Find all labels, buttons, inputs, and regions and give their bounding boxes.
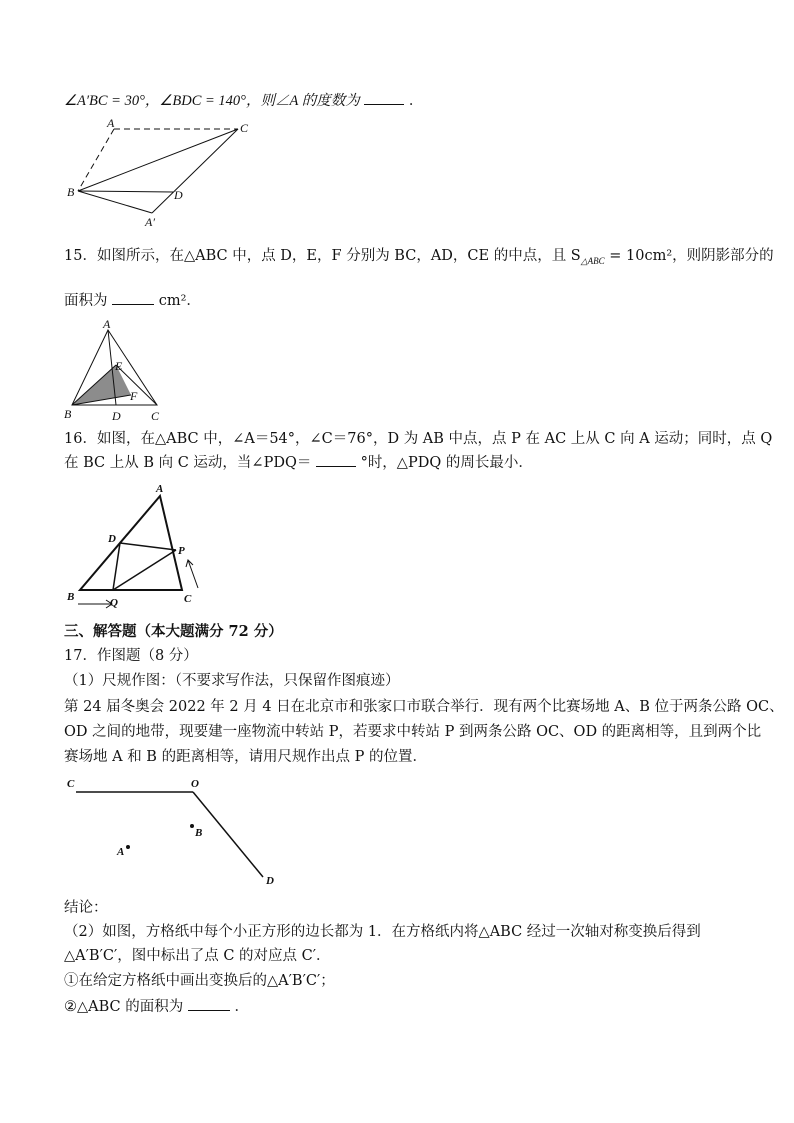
q16-segment-QP <box>113 550 176 590</box>
q15-figure <box>60 318 180 428</box>
q14-label-D: D <box>174 188 183 202</box>
q14-figure <box>60 118 260 233</box>
q16-figure <box>60 478 220 613</box>
q15-answer-blank[interactable] <box>112 290 154 305</box>
q15-label-A: A <box>103 317 111 331</box>
q17-title: 17．作图题（8 分） <box>64 648 198 664</box>
q14-label-A: A <box>107 116 115 130</box>
q17-part2-line1: （2）如图，方格纸中每个小正方形的边长都为 1．在方格纸内将△ABC 经过一次轴对称变换后得到 <box>64 924 701 940</box>
q14-segment-BD <box>78 191 173 192</box>
q14-label-A1: A′ <box>145 215 155 229</box>
q14-label-B: B <box>67 185 75 199</box>
section3-heading: 三、解答题（本大题满分 72 分） <box>64 623 283 640</box>
q15-label-B: B <box>64 407 72 421</box>
q17-part1-line2: OD 之间的地带，现要建一座物流中转站 P，若要求中转站 P 到两条公路 OC、OD 的距离相等，且到两个比 <box>64 724 762 740</box>
q14-segment-BC <box>78 129 238 191</box>
q15-label-D: D <box>112 409 121 423</box>
q17-conclusion-label: 结论： <box>64 900 108 916</box>
q16-label-A: A <box>156 483 164 495</box>
q17-label-D: D <box>266 875 274 887</box>
q14-text <box>64 90 423 112</box>
q17-area-label: ②△ABC 的面积为 <box>64 999 184 1015</box>
q17-part2-item1: ①在给定方格纸中画出变换后的△A′B′C′； <box>64 973 335 989</box>
q17-road-OD <box>193 792 263 877</box>
q16-text-b: °时，△PDQ 的周长最小． <box>360 455 533 471</box>
q17-point-B <box>190 824 194 828</box>
q16-label-D: D <box>108 533 116 545</box>
q16-label-C: C <box>184 593 192 605</box>
q17-label-C: C <box>67 778 75 790</box>
q17-part1-line3: 赛场地 A 和 B 的距离相等，请用尺规作出点 P 的位置． <box>64 749 428 765</box>
q16-line1: 16．如图，在△ABC 中，∠A＝54°，∠C＝76°，D 为 AB 中点，点 P 在 AC 上从 C 向 A 运动；同时，点 Q <box>64 431 773 447</box>
q17-part1-title: （1）尺规作图：（不要求写作法，只保留作图痕迹） <box>64 673 400 689</box>
q17-part2-line2: △A′B′C′，图中标出了点 C 的对应点 C′． <box>64 948 331 964</box>
q17-label-O: O <box>191 778 199 790</box>
q15-subscript: △ABC <box>580 255 605 266</box>
q16-label-P: P <box>178 545 185 557</box>
q14-segment-BA1 <box>78 191 152 213</box>
q17-part1-line1: 第 24 届冬奥会 2022 年 2 月 4 日在北京市和张家口市联合举行．现有两个比赛场地 A、B 位于两条公路 OC、 <box>64 699 784 715</box>
q14-segment-AB <box>78 129 114 191</box>
q15-area-label: 面积为 <box>64 293 108 309</box>
q16-answer-blank[interactable] <box>316 452 356 467</box>
q17-part2-item2 <box>64 996 249 1018</box>
q14-period: ． <box>408 93 424 109</box>
q17-figure <box>60 770 290 895</box>
q16-triangle-ABC <box>80 496 182 590</box>
q14-condition: ∠A′BC = 30°，∠BDC = 140°，则∠A 的度数为 <box>64 93 360 109</box>
q15-text-b: = 10cm²，则阴影部分的 <box>604 248 774 264</box>
q14-answer-blank[interactable] <box>364 90 404 105</box>
q14-segment-A1C <box>152 129 238 213</box>
q17-answer-blank[interactable] <box>188 996 230 1011</box>
q16-label-B: B <box>67 591 75 603</box>
q15-line2 <box>64 290 201 312</box>
q15-text-a: 15．如图所示，在△ABC 中，点 D，E，F 分别为 BC，AD，CE 的中点，且 S <box>64 248 581 264</box>
q16-line2 <box>64 452 533 474</box>
q15-line1 <box>64 245 774 272</box>
q15-label-E: E <box>115 359 123 373</box>
q16-label-Q: Q <box>110 597 118 609</box>
q15-unit: cm²． <box>158 293 201 309</box>
q17-label-A: A <box>117 846 125 858</box>
q17-point-A <box>126 845 130 849</box>
q16-text-a: 在 BC 上从 B 向 C 运动，当∠PDQ＝ <box>64 455 312 471</box>
q15-label-C: C <box>151 409 160 423</box>
q17-label-B: B <box>195 827 203 839</box>
q14-label-C: C <box>240 121 249 135</box>
q16-segment-DP <box>120 543 176 550</box>
q17-period: ． <box>234 999 249 1015</box>
q16-arrow-CP <box>188 560 198 588</box>
q15-label-F: F <box>130 389 138 403</box>
